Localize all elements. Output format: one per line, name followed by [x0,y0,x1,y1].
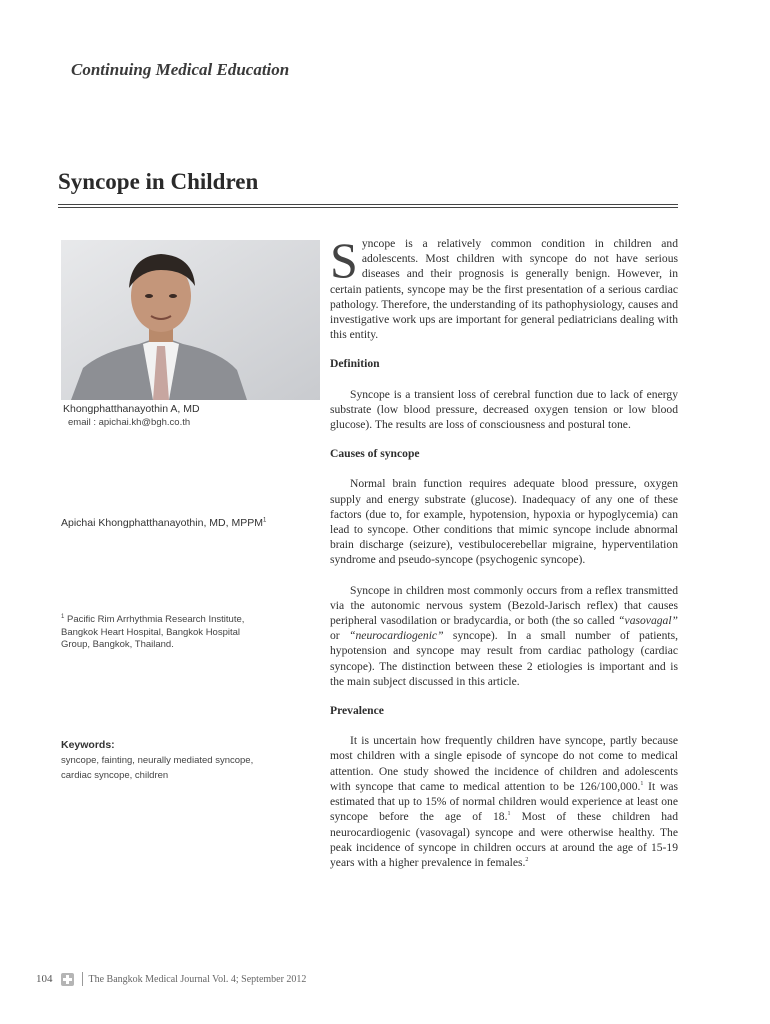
causes-p2-part-a: Syncope in children most commonly occurs from a reflex transmitted via the autonomic nervous system (Bezold-Jarisch reflex) that causes peripheral vasodilation or bradycardia, or both (the so called [330,583,678,628]
journal-logo-icon [61,973,74,986]
affiliation-text: Pacific Rim Arrhythmia Research Institute, Bangkok Heart Hospital, Bangkok Hospital Group, Bangkok, Thailand. [61,614,245,650]
author-email: email : apichai.kh@bgh.co.th [68,417,191,428]
main-column [330,232,678,870]
drop-cap: S [330,232,358,288]
article-title: Syncope in Children [58,169,259,194]
prevalence-part-a: It is uncertain how frequently children have syncope, partly because most children with a single episode of syncope do not come to medical attention. One study showed the incidence of children and adolescents with syncope that came to medical attention to be 126/100,000. [330,734,678,793]
author-name: Apichai Khongphatthanayothin, MD, MPPM [61,517,263,529]
page-footer [36,972,306,986]
causes-p2-part-b: syncope). In a small number of patients, hypotension and syncope may result from cardiac pathology (cardiac syncope). The distinction between these 2 etiologies is important and is the main subject discussed in this article. [330,629,678,688]
page-number: 104 [36,973,53,985]
causes-paragraph-2 [330,583,678,689]
author-affil-marker: 1 [262,517,267,524]
title-rule [58,204,678,208]
prevalence-part-c: Most of these children had neurocardiogenic (vasovagal) syncope and were otherwise healthy. The peak incidence of syncope in children occurs at around the age of 15-19 years with a higher prevalence in females. [330,810,678,869]
series-title: Continuing Medical Education [71,60,290,79]
keywords-label: Keywords: [61,739,115,751]
heading-causes: Causes of syncope [330,447,420,461]
intro-paragraph [330,232,678,342]
prevalence-part-b: It was estimated that up to 15% of normal children would experience at least one syncope before the age of 18. [330,779,678,824]
citation-2: 2 [525,857,529,864]
affiliation [61,614,271,652]
author-photo [61,240,320,400]
heading-definition: Definition [330,357,380,371]
citation-1b: 1 [507,811,511,818]
intro-text: yncope is a relatively common condition in children and adolescents. Most children with syncope do not have serious diseases and their prognosis is generally benign. However, in certain patients, syncope may be the first presentation of a serious cardiac pathology. Therefore, the understanding of its pathophysiology, causes and investigative work ups are important for general pediatricians dealing with this entity. [330,237,678,342]
author-portrait-illustration [61,240,320,400]
keywords-list: syncope, fainting, neurally mediated syncope, cardiac syncope, children [61,755,254,781]
author-line [61,517,266,530]
citation-1a: 1 [640,781,644,788]
photo-caption: Khongphatthanayothin A, MD [63,403,200,415]
term-vasovagal: “vasovagal” [618,614,678,628]
causes-paragraph-1: Normal brain function requires adequate blood pressure, oxygen supply and energy substrate (glucose). Inadequacy of any one of these factors (due to, for example, hypotension, hypoxia or hypoglycemia) can lead to syncope. Other conditions that mimic syncope include abnormal brain discharge (seizure), vestibulocerebellar migraine, hyperventilation syndrome and pseudo-syncope (psychogenic syncope). [330,477,678,567]
footer-divider [82,972,83,986]
heading-prevalence: Prevalence [330,704,384,718]
definition-paragraph: Syncope is a transient loss of cerebral function due to lack of energy substrate (low blood pressure, decreased oxygen tension or low blood glucose). The results are loss of consciousness and postural tone. [330,387,678,432]
prevalence-paragraph [330,733,678,870]
term-neurocardiogenic: “neurocardiogenic” [349,629,444,643]
causes-p2-or: or [330,629,350,643]
affiliation-marker: 1 [61,613,65,620]
journal-citation: The Bangkok Medical Journal Vol. 4; September 2012 [88,973,307,985]
